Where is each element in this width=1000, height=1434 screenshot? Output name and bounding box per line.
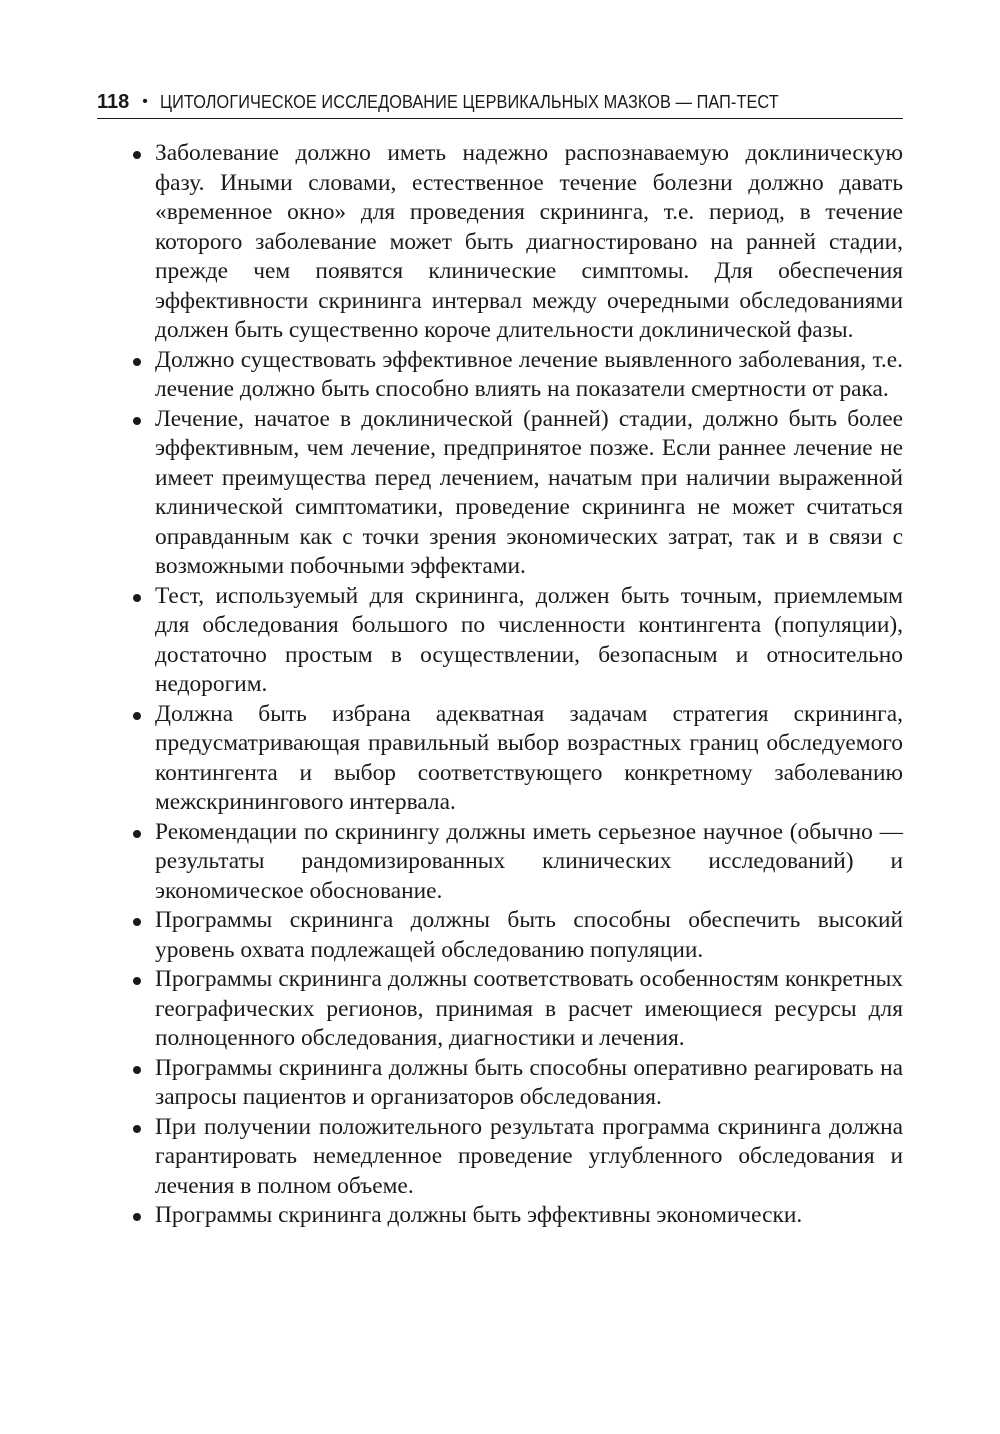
list-item-text: Программы скрининга должны соответствовать особенностям конкретных географических регионов, принимая в расчет имеющиеся ресурсы для полноценного обследования, диагностики и лечения.: [155, 966, 903, 1051]
bullet-icon: [133, 1066, 141, 1074]
list-item: [97, 1201, 903, 1231]
list-item-text: Тест, используемый для скрининга, должен быть точным, приемлемым для обследования большого по численности контингента (популяции), достаточно простым в осуществлении, безопасным и относительно недорогим.: [155, 582, 903, 697]
list-item-text: Программы скрининга должны быть способны оперативно реагировать на запросы пациентов и организаторов обследования.: [155, 1054, 903, 1110]
list-item-text: При получении положительного результата программа скрининга должна гарантировать немедленное проведение углубленного обследования и лечения в полном объеме.: [155, 1113, 903, 1199]
running-header: [97, 88, 903, 119]
list-item: [97, 700, 903, 818]
bullet-icon: [133, 151, 141, 159]
list-item: [97, 1113, 903, 1202]
list-item: [97, 405, 903, 582]
criteria-list: [97, 139, 903, 1231]
list-item-text: Должна быть избрана адекватная задачам стратегия скрининга, предусматривающая правильный выбор возрастных границ обследуемого контингента и выбор соответствующего конкретному заболеванию межскринингового интервала.: [155, 700, 903, 815]
list-item-text: Заболевание должно иметь надежно распознаваемую доклиническую фазу. Иными словами, естественное течение болезни должно давать «временное окно» для проведения скрининга, т.е. период, в течение которого заболевание может быть диагностировано на ранней стадии, прежде чем появятся клинические симптомы. Для обеспечения эффективности скрининга интервал между очередными обследованиями должен быть существенно короче длительности доклинической фазы.: [155, 140, 903, 343]
list-item: [97, 1054, 903, 1113]
list-item: [97, 582, 903, 700]
running-title: ЦИТОЛОГИЧЕСКОЕ ИССЛЕДОВАНИЕ ЦЕРВИКАЛЬНЫХ МАЗКОВ — ПАП-ТЕСТ: [159, 91, 779, 112]
list-item-text: Программы скрининга должны быть эффективны экономически.: [155, 1202, 803, 1228]
list-item: [97, 346, 903, 405]
bullet-icon: [133, 918, 141, 926]
bullet-icon: [133, 712, 141, 720]
list-item-text: Лечение, начатое в доклинической (ранней) стадии, должно быть более эффективным, чем лечение, предпринятое позже. Если раннее лечение не имеет преимущества перед лечением, начатым при наличии выраженной клинической симптоматики, проведение скрининга не может считаться оправданным как с точки зрения экономических затрат, так и в связи с возможными побочными эффектами.: [155, 405, 903, 579]
list-item-text: Должно существовать эффективное лечение выявленного заболевания, т.е. лечение должно быть способно влиять на показатели смертности от рака.: [155, 346, 903, 402]
bullet-icon: [133, 417, 141, 425]
list-item: [97, 965, 903, 1054]
bullet-icon: [133, 977, 141, 985]
list-item-text: Программы скрининга должны быть способны обеспечить высокий уровень охвата подлежащей обследованию популяции.: [155, 907, 903, 963]
list-item: [97, 818, 903, 907]
list-item-text: Рекомендации по скринингу должны иметь серьезное научное (обычно — результаты рандомизированных клинических исследований) и экономическое обоснование.: [155, 818, 903, 904]
bullet-icon: [133, 1213, 141, 1221]
page-number: 118: [97, 91, 130, 113]
bullet-icon: [133, 358, 141, 366]
bullet-icon: [133, 1125, 141, 1133]
bullet-icon: [133, 830, 141, 838]
bullet-icon: [133, 594, 141, 602]
list-item: [97, 906, 903, 965]
list-item: [97, 139, 903, 346]
header-separator: •: [142, 93, 148, 110]
